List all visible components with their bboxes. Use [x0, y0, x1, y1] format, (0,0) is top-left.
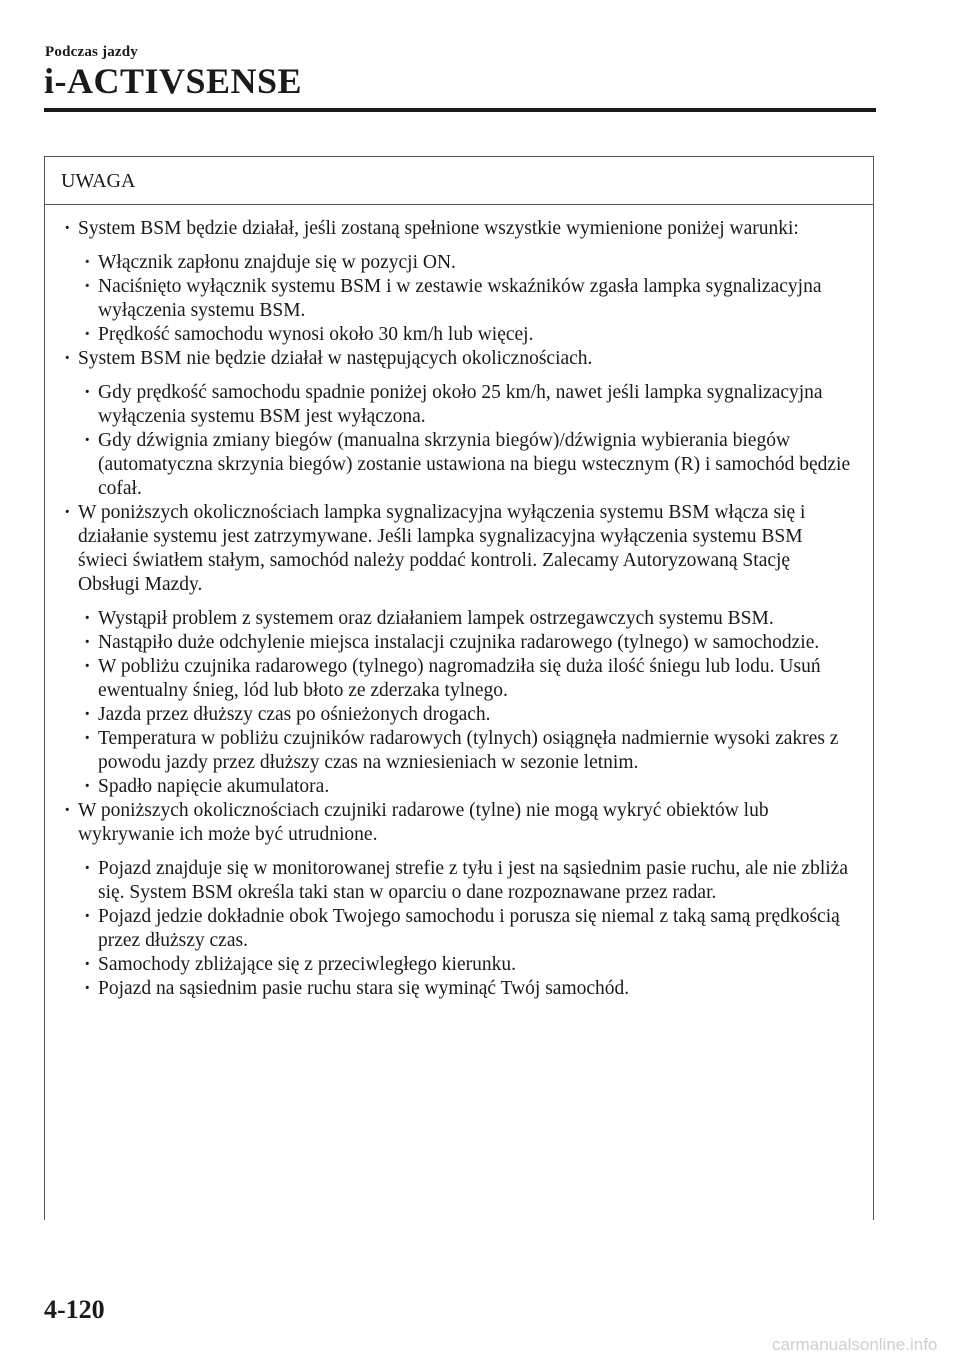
section-label: Podczas jazdy — [45, 44, 139, 60]
note-subitem: · Gdy prędkość samochodu spadnie poniżej około 25 km/h, nawet jeśli lampka sygnalizacyjna wyłączenia systemu BSM jest wyłączona. — [59, 381, 855, 429]
note-subitem: · Samochody zbliżające się z przeciwległego kierunku. — [59, 953, 855, 977]
note-subitem: · Nastąpiło duże odchylenie miejsca instalacji czujnika radarowego (tylnego) w samochodzie. — [59, 631, 855, 655]
note-list — [59, 217, 855, 1001]
note-heading: UWAGA — [45, 157, 873, 205]
note-subitem: · W pobliżu czujnika radarowego (tylnego) nagromadziła się duża ilość śniegu lub lodu. Usuń ewentualny śnieg, lód lub błoto ze zderzaka tylnego. — [59, 655, 855, 703]
note-subitem: · Prędkość samochodu wynosi około 30 km/h lub więcej. — [59, 323, 855, 347]
note-subitems-wrapper — [59, 381, 855, 501]
note-item-text: · W poniższych okolicznościach lampka sygnalizacyjna wyłączenia systemu BSM włącza się i działanie systemu jest zatrzymywane. Jeśli lampka sygnalizacyjna wyłączenia systemu BSM świeci światłem stałym, samochód należy poddać kontroli. Zalecamy Autoryzowaną Stację Obsługi Mazdy. — [78, 502, 806, 595]
page-number: 4-120 — [44, 1295, 105, 1324]
chapter-title: i-ACTIVSENSE — [44, 61, 303, 101]
header-rule — [44, 108, 876, 112]
note-subitem: · Pojazd jedzie dokładnie obok Twojego samochodu i porusza się niemal z taką samą prędkością przez dłuższy czas. — [59, 905, 855, 953]
note-sublist — [59, 607, 855, 799]
note-subitems-wrapper — [59, 607, 855, 799]
note-item — [59, 217, 855, 241]
note-subitem: · Wystąpił problem z systemem oraz działaniem lampek ostrzegawczych systemu BSM. — [59, 607, 855, 631]
note-sublist — [59, 857, 855, 1001]
note-subitem: · Temperatura w pobliżu czujników radarowych (tylnych) osiągnęła nadmiernie wysoki zakres z powodu jazdy przez dłuższy czas na wzniesieniach w sezonie letnim. — [59, 727, 855, 775]
note-sublist — [59, 381, 855, 501]
note-item-text: · System BSM nie będzie działał w następujących okolicznościach. — [78, 348, 593, 369]
note-subitem: · Pojazd znajduje się w monitorowanej strefie z tyłu i jest na sąsiednim pasie ruchu, ale nie zbliża się. System BSM określa taki stan w oparciu o dane rozpoznawane przez radar. — [59, 857, 855, 905]
note-item — [59, 501, 855, 597]
note-subitem: · Włącznik zapłonu znajduje się w pozycji ON. — [59, 251, 855, 275]
note-item-text: · W poniższych okolicznościach czujniki radarowe (tylne) nie mogą wykryć obiektów lub wykrywanie ich może być utrudnione. — [78, 800, 769, 845]
note-subitems-wrapper — [59, 857, 855, 1001]
note-subitem: · Gdy dźwignia zmiany biegów (manualna skrzynia biegów)/dźwignia wybierania biegów (automatyczna skrzynia biegów) zostanie ustawiona na biegu wstecznym (R) i samochód będzie cofał. — [59, 429, 855, 501]
note-item — [59, 799, 855, 847]
note-sublist — [59, 251, 855, 347]
note-subitem: · Jazda przez dłuższy czas po ośnieżonych drogach. — [59, 703, 855, 727]
note-box — [44, 156, 874, 1220]
watermark: carmanualsonline.info — [772, 1335, 938, 1354]
note-subitem: · Naciśnięto wyłącznik systemu BSM i w zestawie wskaźników zgasła lampka sygnalizacyjna wyłączenia systemu BSM. — [59, 275, 855, 323]
note-item-text: · System BSM będzie działał, jeśli zostaną spełnione wszystkie wymienione poniżej warunki: — [78, 218, 799, 239]
note-subitem: · Pojazd na sąsiednim pasie ruchu stara się wyminąć Twój samochód. — [59, 977, 855, 1001]
note-subitems-wrapper — [59, 251, 855, 347]
note-item — [59, 347, 855, 371]
note-body — [45, 205, 873, 1001]
note-subitem: · Spadło napięcie akumulatora. — [59, 775, 855, 799]
